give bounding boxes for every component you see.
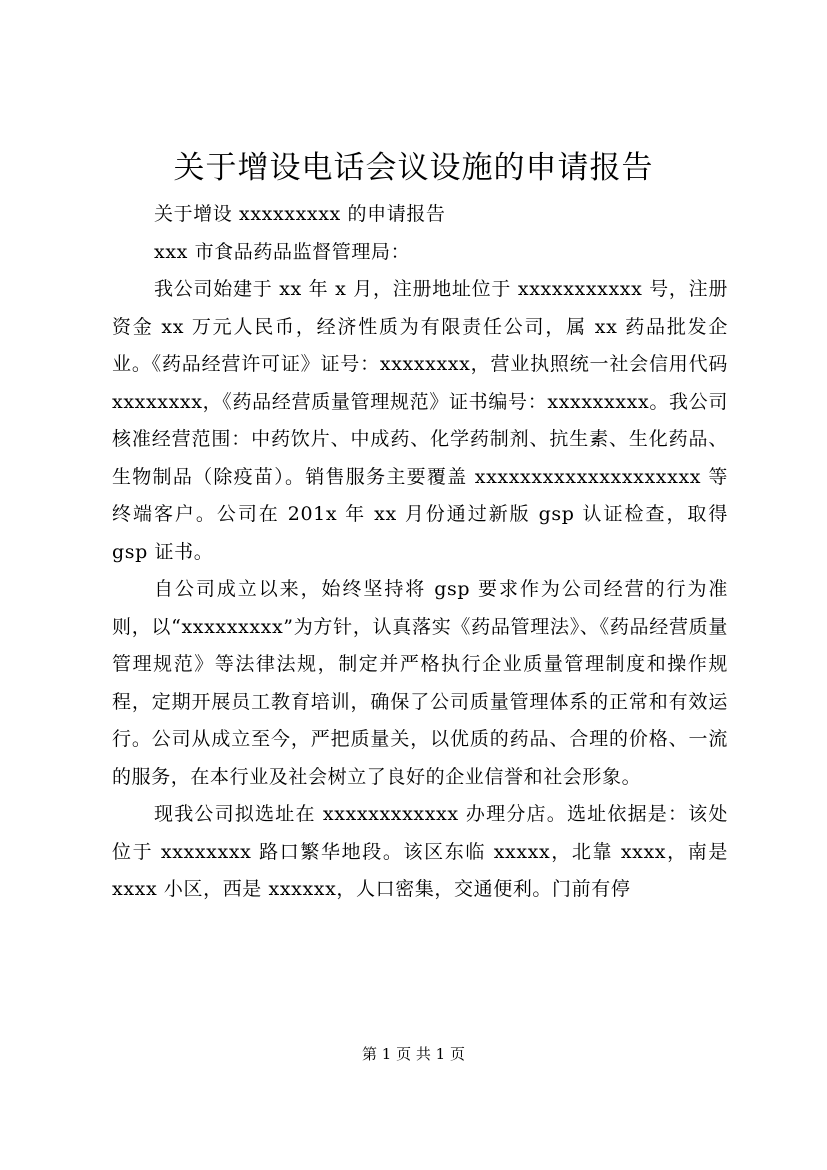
paragraph-company-intro: 我公司始建于 xx 年 x 月，注册地址位于 xxxxxxxxxxx 号，注册资金 xx 万元人民币，经济性质为有限责任公司，属 xx 药品批发企业。《药品经营许可证》证号：xxxxxxxx，营业执照统一社会信用代码 xxxxxxxx，《药品经营质量管理规范》证书编号：xxxxxxxxx。我公司核准经营范围：中药饮片、中成药、化学药制剂、抗生素、生化药品、生物制品（除疫苗）。销售服务主要覆盖 xxxxxxxxxxxxxxxxxxxx 等终端客户。公司在 201x 年 xx 月份通过新版 gsp 认证检查，取得 gsp 证书。 <box>112 278 728 563</box>
subject-line: 关于增设 xxxxxxxxx 的申请报告 <box>154 203 446 225</box>
paragraph-branch-location: 现我公司拟选址在 xxxxxxxxxxxx 办理分店。选址依据是：该处位于 xxxxxxxx 路口繁华地段。该区东临 xxxxx，北靠 xxxx，南是 xxxx 小区，西是 xxxxxx，人口密集，交通便利。门前有停 <box>112 803 728 900</box>
document-body <box>112 196 728 909</box>
paragraph-company-principles: 自公司成立以来，始终坚持将 gsp 要求作为公司经营的行为准则，以“xxxxxxxxx”为方针，认真落实《药品管理法》、《药品经营质量管理规范》等法律法规，制定并严格执行企业质量管理制度和操作规程，定期开展员工教育培训，确保了公司质量管理体系的正常和有效运行。公司从成立至今，严把质量关，以优质的药品、合理的价格、一流的服务，在本行业及社会树立了良好的企业信誉和社会形象。 <box>112 578 728 788</box>
page-footer: 第 1 页 共 1 页 <box>362 1045 465 1063</box>
addressee-line: xxx 市食品药品监督管理局： <box>154 240 411 263</box>
document-title: 关于增设电话会议设施的申请报告 <box>173 150 654 186</box>
